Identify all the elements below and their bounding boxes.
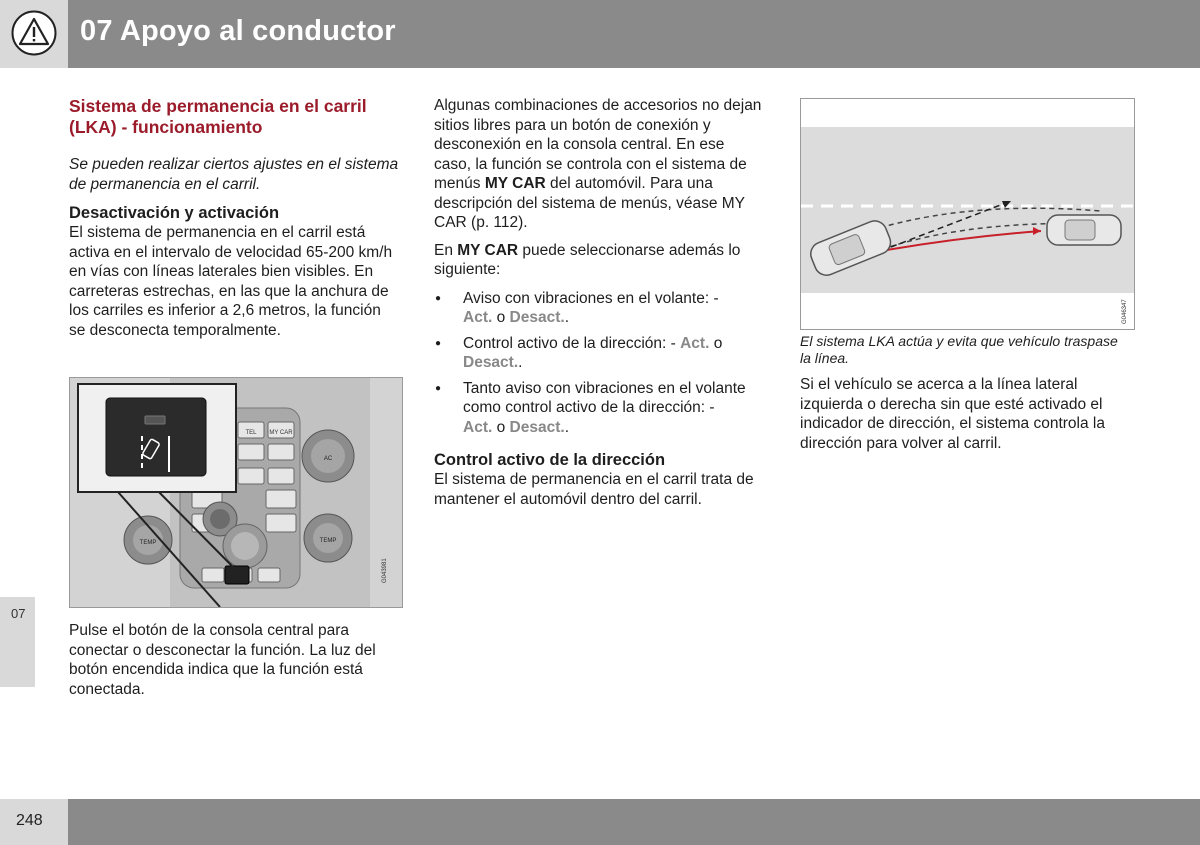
text-span: En <box>434 241 458 259</box>
text-span: o <box>713 334 723 352</box>
bullet-text: Tanto aviso con vibraciones en el volante como control activo de la dirección: - <box>463 379 746 416</box>
bullet-text: Aviso con vibraciones en el volante: - <box>463 289 719 307</box>
page-number: 248 <box>16 812 43 829</box>
chapter-side-tab-label: 07 <box>11 606 26 621</box>
bullet-text: Control activo de la dirección: - <box>463 334 676 352</box>
footer-bar <box>68 799 1200 845</box>
text-span: del automóvil. Para una descripción del sistema de menús, véase MY CAR (p. 112). <box>434 175 745 231</box>
paragraph-button: Pulse el botón de la consola central para conectar o desconectar la función. La luz del botón encendida indica que la función está conectada. <box>69 622 376 698</box>
mycar-bold: MY CAR <box>457 241 519 259</box>
text-span: . <box>564 309 570 326</box>
text-span: . <box>564 418 570 436</box>
tel-button-label: TEL <box>245 430 257 436</box>
lka-road-figure <box>800 98 1135 330</box>
figure-1-code: G043981 <box>382 558 388 583</box>
column-2 <box>434 96 764 509</box>
text-span: o <box>496 418 506 436</box>
text-span: Algunas combinaciones de accesorios no dejan sitios libres para un botón de conexión y desconexión en la consola central. En ese caso, la función se controla con el sistema de menús <box>434 97 762 192</box>
list-item <box>434 379 764 438</box>
ac-knob-label: AC <box>323 456 333 462</box>
menu-option-act: Act. <box>463 309 493 326</box>
list-item <box>434 334 764 373</box>
text-span: puede seleccionarse además lo siguiente: <box>434 241 741 278</box>
column-1-bottom <box>69 621 399 699</box>
temp-right-label: TEMP <box>319 538 337 544</box>
paragraph-accessories <box>434 96 764 233</box>
subheading-active-steering: Control activo de la dirección <box>434 451 666 469</box>
menu-option-desact: Desact. <box>509 309 565 326</box>
list-item <box>434 289 764 328</box>
column-1 <box>69 96 399 340</box>
center-console-illustration <box>70 378 402 607</box>
header-icon-panel <box>0 0 68 68</box>
lka-road-illustration <box>801 99 1134 329</box>
section-heading: Sistema de permanencia en el carril (LKA) - funcionamiento <box>69 96 367 137</box>
mycar-bold: MY CAR <box>484 175 546 192</box>
mycar-button-label: MY CAR <box>269 430 293 436</box>
paragraph-lateral-line: Si el vehículo se acerca a la línea lateral izquierda o derecha sin que esté activado el indicador de dirección, el sistema controla la dirección para volver al carril. <box>800 376 1105 452</box>
menu-option-desact: Desact. <box>509 418 565 436</box>
column-3 <box>800 375 1130 453</box>
paragraph-speed-range: El sistema de permanencia en el carril está activa en el intervalo de velocidad 65-200 km/h en vías con líneas laterales bien visibles. En carreteras estrechas, en las que la anchura de los carriles es inferior a 2,6 metros, la función se desconecta temporalmente. <box>69 224 393 339</box>
warning-triangle-icon <box>11 10 57 56</box>
console-figure <box>69 377 403 608</box>
section-intro: Se pueden realizar ciertos ajustes en el sistema de permanencia en el carril. <box>69 156 399 193</box>
paragraph-mycar-options <box>434 241 764 280</box>
subheading-deactivation: Desactivación y activación <box>69 204 280 222</box>
paragraph-active-steering: El sistema de permanencia en el carril trata de mantener el automóvil dentro del carril. <box>434 471 754 508</box>
chapter-title: 07 Apoyo al conductor <box>80 15 396 47</box>
text-span: o <box>496 309 506 326</box>
text-span: . <box>518 354 523 371</box>
menu-option-act: Act. <box>680 334 710 352</box>
menu-option-desact: Desact. <box>463 354 519 371</box>
menu-option-act: Act. <box>463 418 493 436</box>
temp-left-label: TEMP <box>139 540 157 546</box>
figure-2-code: G046347 <box>1122 299 1128 324</box>
figure-caption: El sistema LKA actúa y evita que vehículo traspase la línea. <box>800 333 1118 366</box>
